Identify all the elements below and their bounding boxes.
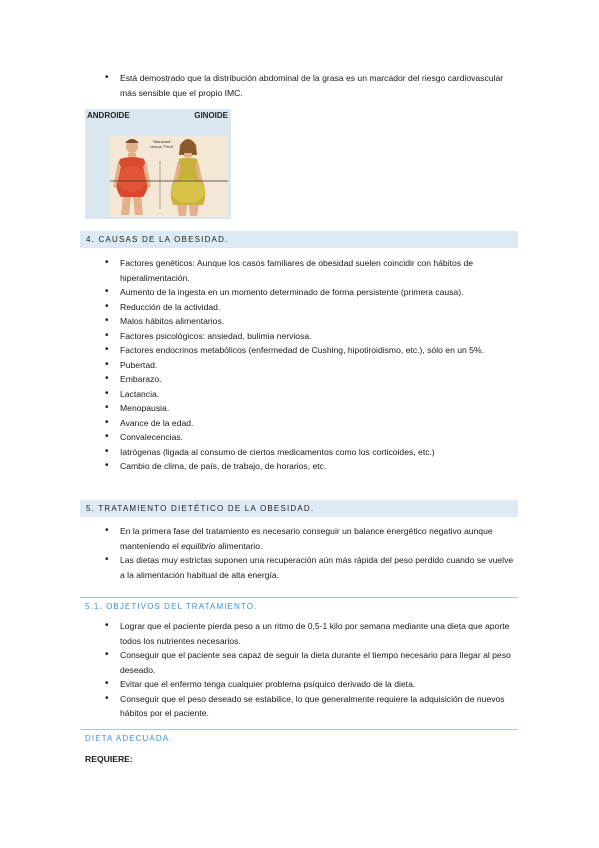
- item-text-post: alimentario.: [215, 540, 263, 551]
- subsection-heading-dieta: DIETA ADECUADA.: [85, 734, 173, 743]
- list-item: • Menopausia.: [85, 401, 515, 416]
- list-item: • Convalecencias.: [85, 430, 515, 445]
- subsection-heading-objetivos: 5.1. OBJETIVOS DEL TRATAMIENTO.: [85, 602, 258, 611]
- objetivos-list: [85, 619, 515, 721]
- list-item: • Pubertad.: [85, 358, 515, 373]
- list-item: • Lograr que el paciente pierda peso a un ritmo de 0,5-1 kilo por semana mediante una dieta que aporte todos los nutrientes necesarios.: [85, 619, 515, 648]
- list-item: • Factores genéticos: Aunque los casos familiares de obesidad suelen coincidir con hábitos de hiperalimentación.: [85, 256, 515, 285]
- list-item: • Aumento de la ingesta en un momento determinado de forma persistente (primera causa).: [85, 285, 515, 300]
- intro-section: [85, 71, 505, 100]
- figure-label-gynoid: GINOIDE: [194, 111, 228, 120]
- section-divider: [80, 597, 518, 598]
- list-item: • Cambio de clima, de país, de trabajo, de horarios, etc.: [85, 459, 515, 474]
- list-item: • Iatrógenas (ligada al consumo de ciertos medicamentos como los corticoides, etc.): [85, 445, 515, 460]
- list-item: [85, 524, 515, 553]
- list-item: • Conseguir que el peso deseado se estabilice, lo que generalmente requiere la adquisición de nuevos hábitos por el paciente.: [85, 692, 515, 721]
- list-item: • Factores endocrinos metabólicos (enfermedad de Cushing, hipotiroidismo, etc.), sólo en un 5%.: [85, 343, 515, 358]
- section-heading-tratamiento: 5. TRATAMIENTO DIETÉTICO DE LA OBESIDAD.: [80, 500, 518, 517]
- list-item: • Malos hábitos alimentarios.: [85, 314, 515, 329]
- requiere-label: REQUIERE:: [85, 754, 133, 764]
- body-shape-figure: [85, 109, 231, 219]
- list-item: • Conseguir que el paciente sea capaz de seguir la dieta durante el tiempo necesario para llegar al peso deseado.: [85, 648, 515, 677]
- list-item: • Embarazo.: [85, 372, 515, 387]
- causas-list: [85, 256, 515, 474]
- list-item: • Lactancia.: [85, 387, 515, 402]
- tratamiento-list: [85, 524, 515, 582]
- list-item: • Reducción de la actividad.: [85, 300, 515, 315]
- list-item: • Avance de la edad.: [85, 416, 515, 431]
- list-item: • Factores psicológicos: ansiedad, bulimia nerviosa.: [85, 329, 515, 344]
- section-heading-causas: 4. CAUSAS DE LA OBESIDAD.: [80, 231, 518, 248]
- item-text-emphasis: equilibrio: [181, 540, 216, 551]
- list-item: • Evitar que el enfermo tenga cualquier problema psíquico derivado de la dieta.: [85, 677, 515, 692]
- item-text-pre: En la primera fase del tratamiento es necesario conseguir un balance energético negativo aunque manteniendo el: [120, 526, 493, 551]
- list-item: • Está demostrado que la distribución abdominal de la grasa es un marcador del riesgo cardiovascular más sensible que el propio IMC.: [85, 71, 505, 100]
- figure-inner-caption: "Manzana" versus "Pera": [149, 139, 175, 149]
- list-item: • Las dietas muy estrictas suponen una recuperación aún más rápida del peso perdido cuando se vuelve a la alimentación habitual de alta energía.: [85, 553, 515, 582]
- body-shape-illustration: [85, 109, 231, 219]
- figure-label-android: ANDROIDE: [87, 111, 130, 120]
- section-divider: [80, 729, 518, 730]
